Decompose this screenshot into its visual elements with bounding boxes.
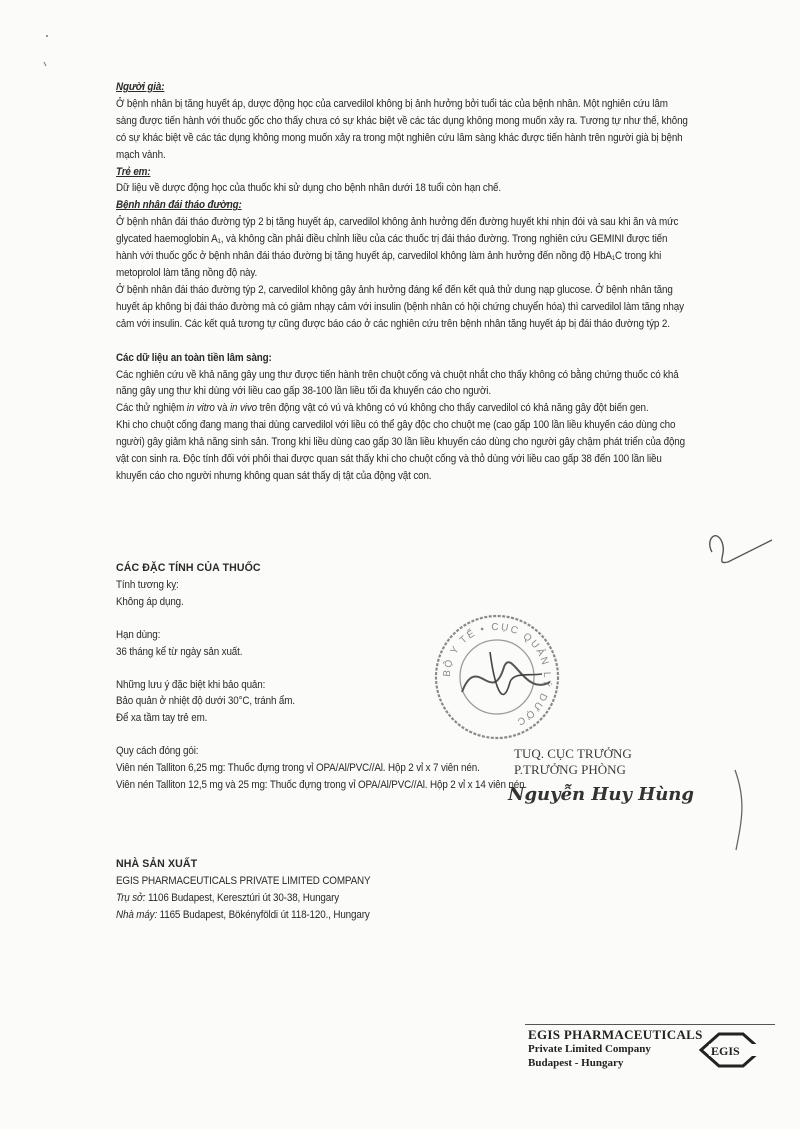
storage-line-2: Để xa tầm tay trẻ em. — [116, 712, 208, 725]
packing-label: Quy cách đóng gói: — [116, 745, 199, 758]
seal-ring-text: BỘ Y TẾ • CỤC QUẢN LÝ DƯỢC — [441, 621, 553, 728]
packing-line-2: Viên nén Talliton 12,5 mg và 25 mg: Thuốc đựng trong vỉ OPA/Al/PVC//Al. Hộp 2 vỉ x 14 viên nén. — [116, 779, 528, 792]
preclinical-p2-and: và — [214, 402, 231, 415]
hq-label: Trụ sở: — [116, 891, 146, 904]
company-stamp-line-3: Budapest - Hungary — [528, 1057, 624, 1069]
company-stamp-line-2: Private Limited Company — [528, 1043, 651, 1055]
official-line-1: TUQ. CỤC TRƯỞNG — [514, 746, 632, 761]
margin-bracket — [735, 770, 742, 850]
hq-address: 1106 Budapest, Keresztúri út 30-38, Hungary — [145, 891, 340, 904]
elderly-heading: Người già: — [116, 81, 165, 93]
preclinical-p2-end: trên động vật có vú và không có vú không cho thấy carvedilol có khả năng gây đột biến gen. — [256, 402, 649, 415]
packing-line-1: Viên nén Talliton 6,25 mg: Thuốc đựng trong vỉ OPA/Al/PVC//Al. Hộp 2 vỉ x 7 viên nén. — [116, 762, 480, 775]
preclinical-paragraph-3: Khi cho chuột cống đang mang thai dùng carvedilol với liều có thể gây độc cho chuột mẹ (cao gấp 100 lần liều khuyến cáo dùng cho người) gây giảm khả năng sinh sản. Trong khi liều dùng cao gấp 30 lần liều khuyến cáo dùng cho người gây chậm phát triển của động vật con sinh ra. Độc tính đối với phôi thai được quan sát thấy khi cho chuột cống và thỏ dùng với liều cao gấp 38 đến 100 lần liều khuyến cáo cho người nhưng không quan sát thấy dị tật của động vật con. — [116, 419, 685, 482]
preclinical-heading: Các dữ liệu an toàn tiền lâm sàng: — [116, 351, 272, 364]
scan-dot — [46, 35, 48, 37]
diabetes-heading: Bệnh nhân đái tháo đường: — [116, 199, 242, 212]
diabetes-paragraph-2: Ở bệnh nhân đái tháo đường týp 2, carvedilol không gây ảnh hưởng đáng kể đến kết quả thử dung nạp glucose. Ở bệnh nhân tăng huyết áp không bị đái tháo đường mà có giảm nhạy cảm với insulin (bệnh nhân có hội chứng chuyển hóa) thì carvedilol làm tăng nhạy cảm với insulin. Các kết quả tương tự cũng được báo cáo ở các nghiên cứu trên bệnh nhân tăng huyết áp bị đái tháo đường týp 2. — [116, 283, 684, 330]
incompatibility-label: Tính tương kỵ: — [116, 578, 179, 591]
in-vivo-term: in vivo — [230, 402, 257, 415]
shelf-life-label: Hạn dùng: — [116, 628, 161, 641]
egis-logo-text: EGIS — [711, 1044, 740, 1058]
preclinical-paragraph-1: Các nghiên cứu về khả năng gây ung thư được tiến hành trên chuột cống và chuột nhắt cho thấy không có bằng chứng thuốc có khả năng gây ung thư khi dùng với liều cao gấp 38-100 lần liều tối đa khuyến cáo cho người. — [116, 368, 679, 398]
manufacturer-heading: NHÀ SẢN XUẤT — [116, 858, 198, 870]
company-stamp-line-1: EGIS PHARMACEUTICALS — [528, 1027, 703, 1042]
plant-label: Nhà máy: — [116, 908, 158, 921]
properties-heading: CÁC ĐẶC TÍNH CỦA THUỐC — [116, 562, 261, 574]
company-stamp-rule — [525, 1024, 775, 1025]
initials-mark — [710, 536, 772, 563]
in-vitro-term: in vitro — [186, 402, 215, 415]
official-line-2: P.TRƯỞNG PHÒNG — [514, 762, 626, 777]
storage-label: Những lưu ý đặc biệt khi bảo quản: — [116, 678, 266, 691]
plant-address: 1165 Budapest, Bökényföldi út 118-120., Hungary — [157, 908, 370, 921]
egis-logo — [695, 1030, 773, 1070]
scan-tick — [44, 62, 46, 66]
elderly-body: Ở bệnh nhân bị tăng huyết áp, dược động học của carvedilol không bị ảnh hưởng bởi tuổi tác của bệnh nhân. Một nghiên cứu lâm sàng được tiến hành với thuốc gốc cho thấy chưa có sự khác biệt về các tác dụng không mong muốn xảy ra. Tương tự như thế, không có sự khác biệt về các tác dụng không mong muốn xảy ra trong một nghiên cứu lâm sàng khác được tiến hành trên người già bị bệnh mạch vành. — [116, 97, 688, 161]
company-stamp-text — [528, 1028, 703, 1070]
shelf-life-value: 36 tháng kể từ ngày sản xuất. — [116, 645, 243, 658]
manufacturer-name: EGIS PHARMACEUTICALS PRIVATE LIMITED COMPANY — [116, 874, 371, 887]
company-stamp — [525, 1024, 775, 1078]
preclinical-p2-start: Các thử nghiệm — [116, 402, 187, 415]
signer-name: Nguyễn Huy Hùng — [508, 784, 694, 805]
diabetes-paragraph-1: Ở bệnh nhân đái tháo đường týp 2 bị tăng huyết áp, carvedilol không ảnh hưởng đến đường huyết khi nhịn đói và sau khi ăn và mức glycated haemoglobin A₁, và không cần phải điều chỉnh liều của các thuốc trị đái tháo đường. Trong nghiên cứu GEMINI được tiến hành với thuốc gốc ở bệnh nhân đái tháo đường bị tăng huyết áp, carvedilol không làm ảnh hưởng đến nồng độ HbA₁C trong khi metoprolol làm tăng nồng độ này. — [116, 216, 679, 279]
children-body: Dữ liệu về dược động học của thuốc khi sử dụng cho bệnh nhân dưới 18 tuổi còn hạn chế. — [116, 182, 501, 195]
storage-line-1: Bảo quản ở nhiệt độ dưới 30°C, tránh ẩm. — [116, 695, 295, 708]
children-heading: Trẻ em: — [116, 165, 151, 178]
incompatibility-value: Không áp dụng. — [116, 595, 184, 608]
